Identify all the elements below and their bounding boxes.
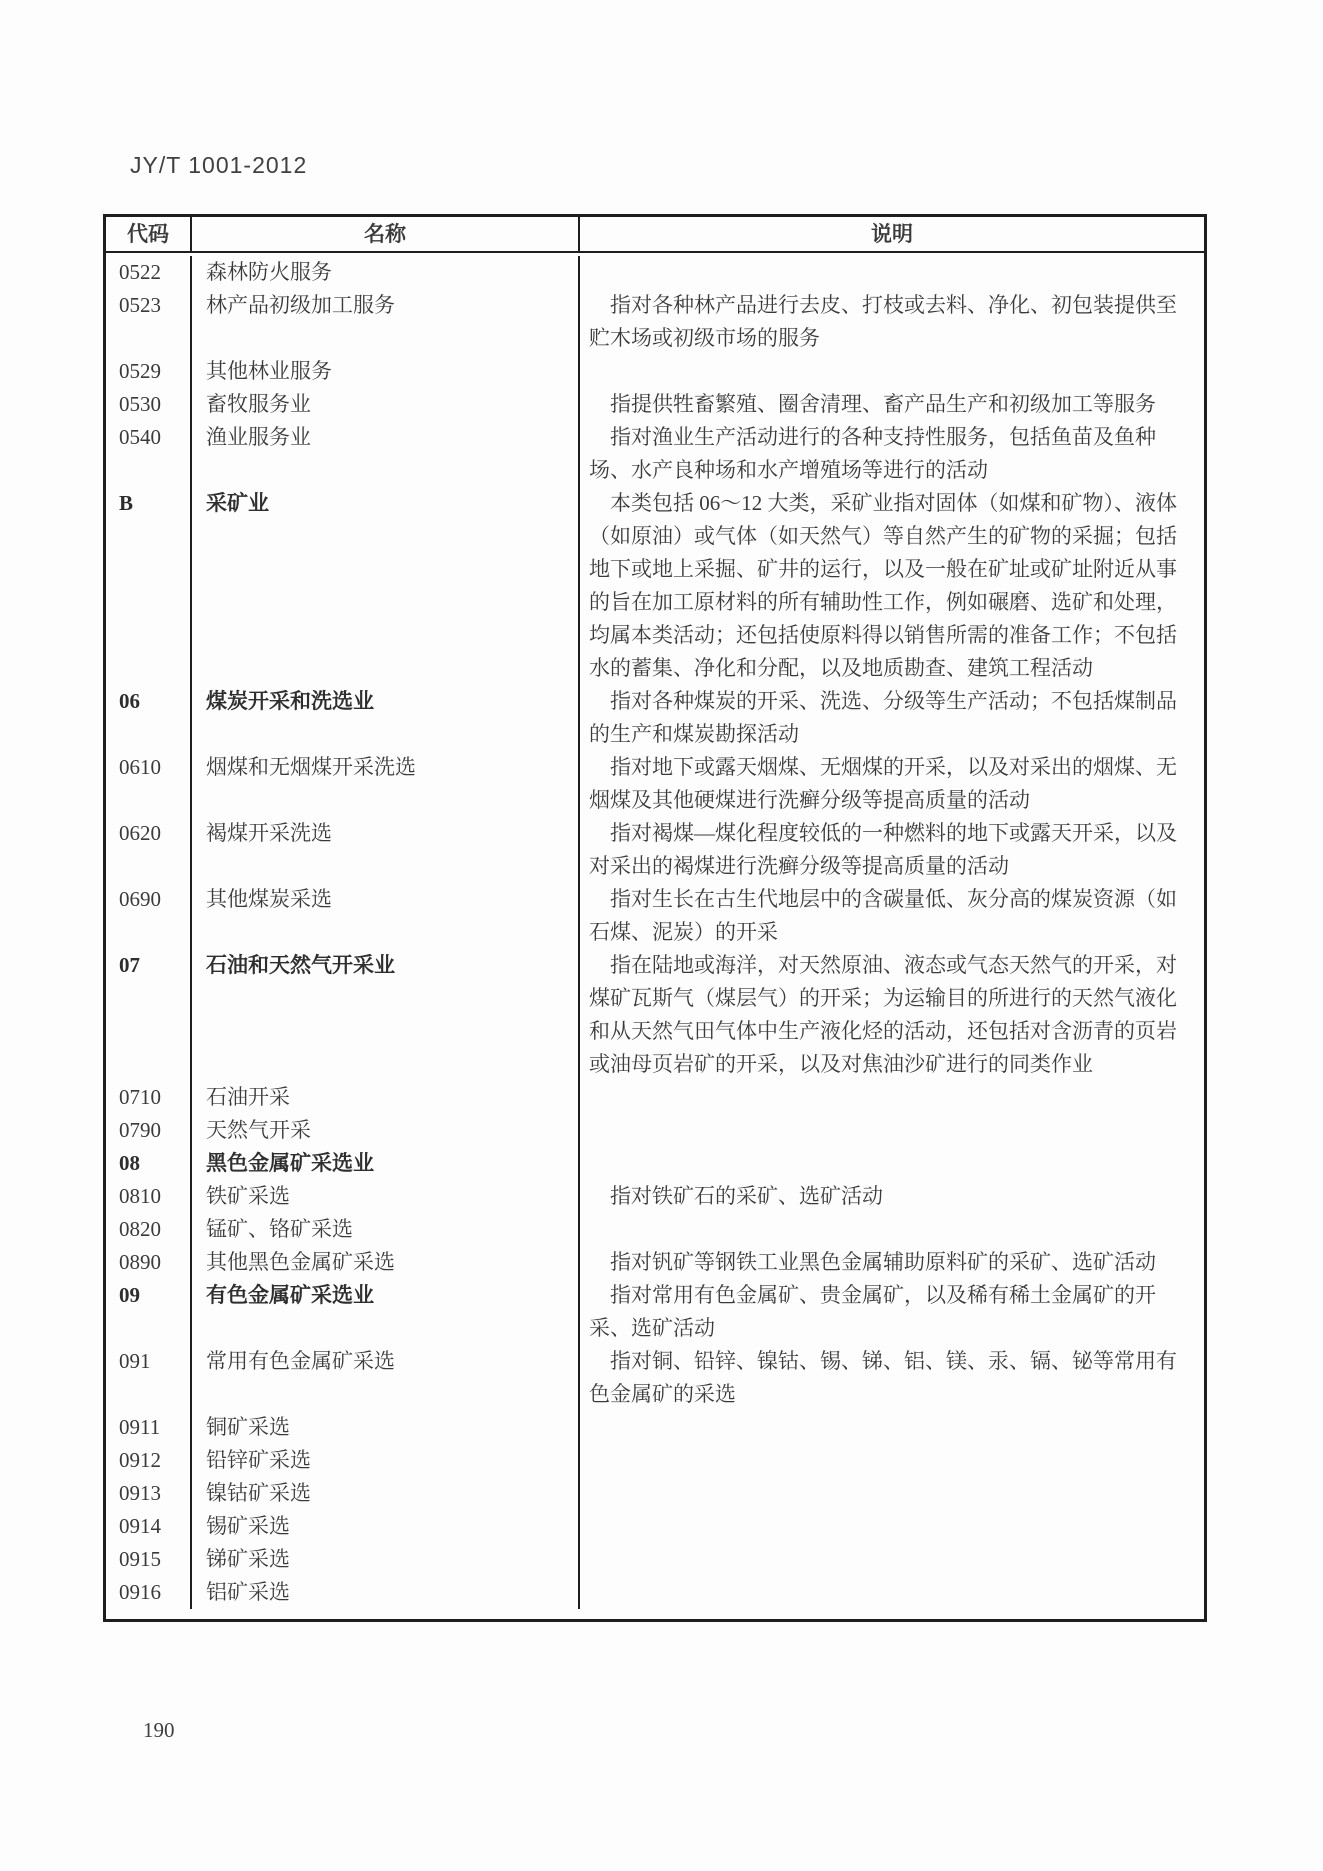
row-name: 锡矿采选: [192, 1510, 580, 1543]
row-description: 指对地下或露天烟煤、无烟煤的开采，以及对采出的烟煤、无烟煤及其他硬煤进行洗癣分级等提高质量的活动: [589, 755, 1177, 812]
page-number: 190: [143, 1718, 175, 1742]
table-row: [106, 1576, 1204, 1609]
table-row: [106, 1477, 1204, 1510]
row-description: 本类包括 06～12 大类，采矿业指对固体（如煤和矿物）、液体（如原油）或气体（如天然气）等自然产生的矿物的采掘；包括地下或地上采掘、矿井的运行，以及一般在矿址或矿址附近从事的旨在加工原材料的所有辅助性工作，例如碾磨、选矿和处理，均属本类活动；还包括使原料得以销售所需的准备工作；不包括水的蓄集、净化和分配，以及地质勘查、建筑工程活动: [589, 491, 1177, 680]
row-description: [580, 256, 1204, 289]
row-code: 0912: [106, 1444, 192, 1477]
row-name: 铜矿采选: [192, 1411, 580, 1444]
table-row: [106, 817, 1204, 883]
table-row: [106, 1081, 1204, 1114]
row-name: 黑色金属矿采选业: [192, 1147, 580, 1180]
row-code: 0914: [106, 1510, 192, 1543]
row-name: 镍钴矿采选: [192, 1477, 580, 1510]
row-description: [580, 1081, 1204, 1114]
table-row: [106, 421, 1204, 487]
row-name: 森林防火服务: [192, 256, 580, 289]
row-code: 0915: [106, 1543, 192, 1576]
row-code: 0610: [106, 751, 192, 817]
table-row: [106, 388, 1204, 421]
row-description: 指对钒矿等钢铁工业黑色金属辅助原料矿的采矿、选矿活动: [610, 1250, 1156, 1274]
row-name: 其他林业服务: [192, 355, 580, 388]
row-description: [580, 1543, 1204, 1576]
table-row: [106, 1345, 1204, 1411]
row-name: 石油开采: [192, 1081, 580, 1114]
row-description: 指对常用有色金属矿、贵金属矿，以及稀有稀土金属矿的开采、选矿活动: [589, 1283, 1156, 1340]
row-name: 有色金属矿采选业: [192, 1279, 580, 1345]
table-row: [106, 1213, 1204, 1246]
row-name: 其他煤炭采选: [192, 883, 580, 949]
row-code: 091: [106, 1345, 192, 1411]
header-description: 说明: [871, 222, 913, 246]
table-row: [106, 289, 1204, 355]
row-name: 铝矿采选: [192, 1576, 580, 1609]
row-description: 指对各种煤炭的开采、洗选、分级等生产活动；不包括煤制品的生产和煤炭勘探活动: [589, 689, 1177, 746]
row-code: 0530: [106, 388, 192, 421]
row-code: 0790: [106, 1114, 192, 1147]
table-row: [106, 949, 1204, 1081]
row-name: 铅锌矿采选: [192, 1444, 580, 1477]
row-description: 指对生长在古生代地层中的含碳量低、灰分高的煤炭资源（如石煤、泥炭）的开采: [589, 887, 1177, 944]
row-name: 石油和天然气开采业: [192, 949, 580, 1081]
row-description: [580, 1510, 1204, 1543]
table-row: [106, 883, 1204, 949]
header-code: 代码: [106, 217, 192, 251]
table-row: [106, 1114, 1204, 1147]
row-name: 采矿业: [192, 487, 580, 685]
row-description: 指对各种林产品进行去皮、打枝或去料、净化、初包装提供至贮木场或初级市场的服务: [589, 293, 1177, 350]
table-row: [106, 1444, 1204, 1477]
row-name: 褐煤开采洗选: [192, 817, 580, 883]
row-description: 指提供牲畜繁殖、圈舍清理、畜产品生产和初级加工等服务: [610, 392, 1156, 416]
row-description: [580, 1213, 1204, 1246]
row-description: [580, 1576, 1204, 1609]
table-row: [106, 487, 1204, 685]
row-name: 常用有色金属矿采选: [192, 1345, 580, 1411]
row-name: 其他黑色金属矿采选: [192, 1246, 580, 1279]
row-code: 0911: [106, 1411, 192, 1444]
table-row: [106, 1411, 1204, 1444]
row-description: [580, 1147, 1204, 1180]
row-code: 07: [106, 949, 192, 1081]
row-description: 指对渔业生产活动进行的各种支持性服务，包括鱼苗及鱼种场、水产良种场和水产增殖场等进行的活动: [589, 425, 1156, 482]
row-name: 林产品初级加工服务: [192, 289, 580, 355]
row-name: 锑矿采选: [192, 1543, 580, 1576]
row-description: 指对褐煤—煤化程度较低的一种燃料的地下或露天开采，以及对采出的褐煤进行洗癣分级等提高质量的活动: [589, 821, 1177, 878]
row-name: 天然气开采: [192, 1114, 580, 1147]
table-row: [106, 1279, 1204, 1345]
table-row: [106, 1510, 1204, 1543]
row-code: 08: [106, 1147, 192, 1180]
row-code: 0810: [106, 1180, 192, 1213]
row-code: 09: [106, 1279, 192, 1345]
row-code: 0913: [106, 1477, 192, 1510]
table-body: [106, 253, 1204, 1619]
row-description: 指在陆地或海洋，对天然原油、液态或气态天然气的开采，对煤矿瓦斯气（煤层气）的开采；为运输目的所进行的天然气液化和从天然气田气体中生产液化烃的活动，还包括对含沥青的页岩或油母页岩矿的开采，以及对焦油沙矿进行的同类作业: [589, 953, 1177, 1076]
header-name: 名称: [192, 217, 580, 251]
row-code: 0620: [106, 817, 192, 883]
row-code: 0540: [106, 421, 192, 487]
row-description: [580, 1444, 1204, 1477]
classification-table: [103, 214, 1207, 1622]
row-description: [580, 355, 1204, 388]
row-name: 铁矿采选: [192, 1180, 580, 1213]
row-description: [580, 1477, 1204, 1510]
row-code: 0529: [106, 355, 192, 388]
table-row: [106, 685, 1204, 751]
standard-number: JY/T 1001-2012: [130, 152, 308, 178]
row-name: 渔业服务业: [192, 421, 580, 487]
row-code: 0916: [106, 1576, 192, 1609]
table-row: [106, 1147, 1204, 1180]
table-row: [106, 1543, 1204, 1576]
table-row: [106, 1246, 1204, 1279]
row-code: B: [106, 487, 192, 685]
row-name: 煤炭开采和洗选业: [192, 685, 580, 751]
row-description: 指对铁矿石的采矿、选矿活动: [610, 1184, 883, 1208]
row-description: 指对铜、铅锌、镍钴、锡、锑、铝、镁、汞、镉、铋等常用有色金属矿的采选: [589, 1349, 1177, 1406]
row-code: 0522: [106, 256, 192, 289]
table-row: [106, 355, 1204, 388]
table-row: [106, 256, 1204, 289]
table-header-row: [106, 217, 1204, 253]
row-name: 畜牧服务业: [192, 388, 580, 421]
row-code: 0710: [106, 1081, 192, 1114]
row-name: 锰矿、铬矿采选: [192, 1213, 580, 1246]
row-code: 0820: [106, 1213, 192, 1246]
row-description: [580, 1114, 1204, 1147]
row-description: [580, 1411, 1204, 1444]
table-row: [106, 1180, 1204, 1213]
table-row: [106, 751, 1204, 817]
row-name: 烟煤和无烟煤开采洗选: [192, 751, 580, 817]
row-code: 0523: [106, 289, 192, 355]
row-code: 06: [106, 685, 192, 751]
row-code: 0690: [106, 883, 192, 949]
row-code: 0890: [106, 1246, 192, 1279]
